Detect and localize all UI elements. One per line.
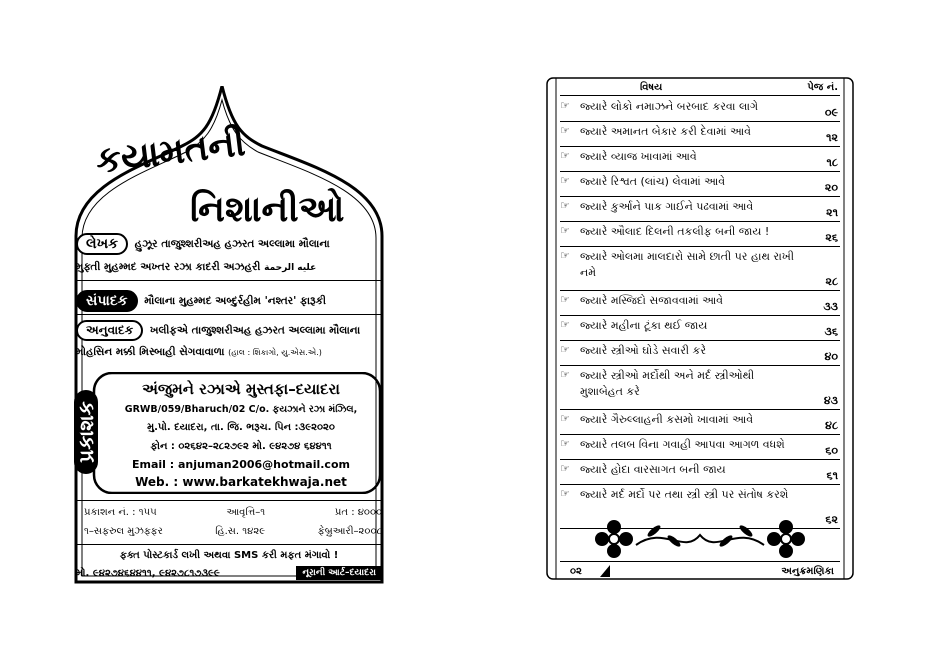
mobile-row — [76, 568, 382, 579]
toc-item-label: જ્યારે ઓલમા માલદારો સામે છાતી પર હાથ રાખી નમે — [580, 250, 794, 279]
publisher-email: Email : anjuman2006@hotmail.com — [132, 458, 350, 471]
toc-divider — [560, 484, 840, 485]
pointing-hand-icon: ☞ — [560, 368, 570, 381]
pointing-hand-icon: ☞ — [560, 487, 570, 500]
footer-triangle — [600, 565, 610, 577]
toc-item-label: જ્યારે સ્ત્રીઓ મર્દોથી અને મર્દ સ્ત્રીઓથી મુશાબેહત કરે — [580, 369, 755, 398]
pointing-hand-icon: ☞ — [560, 224, 570, 237]
toc-item-label: જ્યારે લોકો નમાઝને બરબાદ કરવા લાગે — [580, 100, 758, 113]
floral-ornament — [594, 515, 806, 559]
toc-divider — [560, 365, 840, 366]
gregorian-date: ફેબ્રુઆરી–૨૦૦૮ — [317, 526, 382, 537]
toc-item-label: જ્યારે મર્દ મર્દો પર તથા સ્ત્રી સ્ત્રી પર સંતોષ કરશે — [580, 488, 789, 501]
toc-item-page: ૬૦ — [825, 444, 838, 457]
toc-item-page: ૨૧ — [826, 206, 838, 219]
free-line: ફક્ત પોસ્ટકાર્ડ લખી અથવા SMS કરી મફત મંગાવો ! — [119, 550, 339, 561]
mobile-line: મો. ૯૪૨૭૪૬૪૪૧૧, ૯૪૨૭૮૧૭૩૯૯ — [76, 568, 220, 579]
toc-item-label: જ્યારે સ્ત્રીઓ ઘોડે સવારી કરે — [580, 344, 707, 357]
pointing-hand-icon: ☞ — [560, 99, 570, 112]
toc-item-page: ૧૮ — [826, 156, 838, 169]
pointing-hand-icon: ☞ — [560, 124, 570, 137]
toc-item-label: જ્યારે મહીના ટૂંકા થઈ જાય — [580, 319, 708, 332]
toc-item-page: ૪૮ — [825, 419, 838, 432]
publisher-reg: GRWB/059/Bharuch/02 C/o. ફયઝાને રઝા મંઝિલ, — [124, 404, 358, 415]
toc-item-page: ૪૦ — [824, 350, 838, 363]
footer-divider — [560, 561, 840, 562]
publisher-name: અંજુમને રઝાએ મુસ્તફા–દયાદરા — [142, 380, 340, 398]
book-cover-page — [72, 86, 386, 586]
divider — [76, 500, 382, 501]
toc-divider — [560, 434, 840, 435]
editor-label: સંપાદક — [76, 290, 138, 312]
translator-label: અનુવાદક — [76, 320, 143, 341]
header-page: પેજ નં. — [807, 82, 838, 93]
pointing-hand-icon: ☞ — [560, 462, 570, 475]
author-line1: હુઝૂર તાજુશ્શરીઅહ હઝરત અલ્લામા મૌલાના — [134, 238, 330, 250]
translator-row-2 — [76, 346, 382, 359]
translator-row — [76, 320, 382, 341]
pointing-hand-icon: ☞ — [560, 199, 570, 212]
toc-divider — [560, 340, 840, 341]
toc-item — [560, 124, 840, 145]
translator-note: (હાલ : શિકાગો, યુ.એસ.એ.) — [228, 348, 322, 357]
author-row-2 — [76, 261, 382, 274]
toc-divider — [560, 221, 840, 222]
toc-item — [560, 99, 840, 120]
toc-item — [560, 462, 840, 483]
toc-item-page: ૬૧ — [826, 469, 838, 482]
toc-item — [560, 318, 840, 339]
toc-item — [560, 293, 840, 314]
pointing-hand-icon: ☞ — [560, 437, 570, 450]
toc-item-label: જ્યારે કુર્આને પાક ગાઈને પઢવામાં આવે — [580, 200, 754, 213]
copies: પ્રત : ૪૦૦૦ — [334, 507, 382, 518]
toc-divider — [560, 246, 840, 247]
book-title-line1: કયામતની — [93, 121, 248, 182]
divider — [76, 280, 382, 281]
author-line2: મુફ્તી મુહમ્મદ અખ્તર રઝા કાદરી અઝહરી — [76, 261, 261, 273]
edition: આવૃત્તિ–૧ — [226, 507, 266, 518]
translator-line2: મોહસિન મક્કી મિસ્બાહી સેગવાવાળા — [76, 346, 225, 358]
editor-row — [76, 290, 382, 312]
toc-item-page: ૬૨ — [825, 513, 838, 526]
toc-item — [560, 249, 840, 289]
pointing-hand-icon: ☞ — [560, 249, 570, 262]
toc-divider — [560, 290, 840, 291]
publisher-web: Web. : www.barkatekhwaja.net — [135, 475, 347, 489]
hijri-date: ૧–સફરુલ મુઝફ્ફર — [84, 526, 163, 537]
header-divider — [560, 95, 840, 96]
info-row-2 — [84, 526, 382, 537]
divider — [76, 544, 382, 545]
info-row-1 — [84, 507, 382, 518]
toc-item-page: ૦૯ — [824, 106, 838, 119]
toc-item-label: જ્યારે ઔલાદ દિલની તકલીફ બની જાય ! — [580, 225, 770, 238]
toc-divider — [560, 409, 840, 410]
toc-divider — [560, 146, 840, 147]
toc-item — [560, 412, 840, 433]
toc-item-label: જ્યારે હોદા વારસાગત બની જાય — [580, 463, 726, 476]
author-label: લેખક — [76, 233, 128, 255]
toc-item-label: જ્યારે અમાનત બેકાર કરી દેવામાં આવે — [580, 125, 751, 138]
toc-item-page: ૩૬ — [824, 325, 838, 338]
toc-item — [560, 174, 840, 195]
book-title-line2: નિશાનીઓ — [190, 188, 345, 230]
edition-number: પ્રકાશન નં. : ૧૫૫ — [84, 507, 157, 518]
toc-item — [560, 149, 840, 170]
toc-divider — [560, 459, 840, 460]
toc-item-label: જ્યારે ગૈરુલ્લાહની કસમો ખાવામાં આવે — [580, 413, 754, 426]
toc-item-page: ૨૮ — [825, 275, 838, 288]
toc-divider — [560, 196, 840, 197]
header-subject: વિષય — [640, 82, 663, 93]
publisher-address: મુ.પો. દયાદરા, તા. જિ. ભરૂચ. પિન :૩૯૨૦૨૦ — [147, 422, 335, 433]
section-title: અનુક્રમણિકા — [781, 566, 834, 577]
toc-item-label: જ્યારે વ્યાજ ખાવામાં આવે — [580, 150, 697, 163]
page-footer — [560, 563, 840, 579]
toc-item-page: ૨૬ — [825, 231, 838, 244]
design-credit: નૂરાની આર્ટ–દયાદરા — [296, 566, 382, 580]
translator-line1: ખલીફએ તાજુશ્શરીઅહ હઝરત અલ્લામા મૌલાના — [149, 324, 361, 337]
toc-item-label: જ્યારે રિશ્વત (લાંચ) લેવામાં આવે — [580, 175, 726, 188]
toc-item — [560, 437, 840, 458]
toc-item-page: ૩૩ — [823, 300, 838, 313]
toc-divider — [560, 171, 840, 172]
editor-line: મૌલાના મુહમ્મદ અબ્દુર્રહીમ 'નશ્તર' ફારૂકી — [144, 295, 327, 307]
author-row — [76, 233, 382, 255]
toc-item-label: જ્યારે મસ્જિદો સજાવવામાં આવે — [580, 294, 724, 307]
pointing-hand-icon: ☞ — [560, 343, 570, 356]
author-honorific: عليه الرحمة — [264, 263, 317, 273]
publisher-phone: ફોન : ૦૨૬૪૨–૨૮૨૭૯૨ મો. ૯૪૨૭૪ ૬૪૪૧૧ — [150, 441, 332, 452]
toc-item-page: ૨૦ — [824, 181, 838, 194]
toc-item-page: ૧૨ — [826, 131, 838, 144]
pointing-hand-icon: ☞ — [560, 293, 570, 306]
pointing-hand-icon: ☞ — [560, 174, 570, 187]
toc-item — [560, 343, 840, 364]
toc-item — [560, 368, 840, 408]
pointing-hand-icon: ☞ — [560, 412, 570, 425]
divider — [76, 314, 382, 315]
toc-item-label: જ્યારે તલબ વિના ગવાહી આપવા આગળ વધશે — [580, 438, 785, 451]
pointing-hand-icon: ☞ — [560, 318, 570, 331]
toc-divider — [560, 315, 840, 316]
toc-divider — [560, 121, 840, 122]
hijri-year: હિ.સ. ૧૪૨૯ — [215, 526, 266, 537]
pointing-hand-icon: ☞ — [560, 149, 570, 162]
toc-item-page: ૪૩ — [823, 394, 838, 407]
page-number: ૦૨ — [570, 566, 582, 577]
toc-item — [560, 224, 840, 245]
toc-item — [560, 199, 840, 220]
publisher-label: પ્રકાશક — [74, 390, 98, 474]
index-page — [546, 77, 854, 580]
